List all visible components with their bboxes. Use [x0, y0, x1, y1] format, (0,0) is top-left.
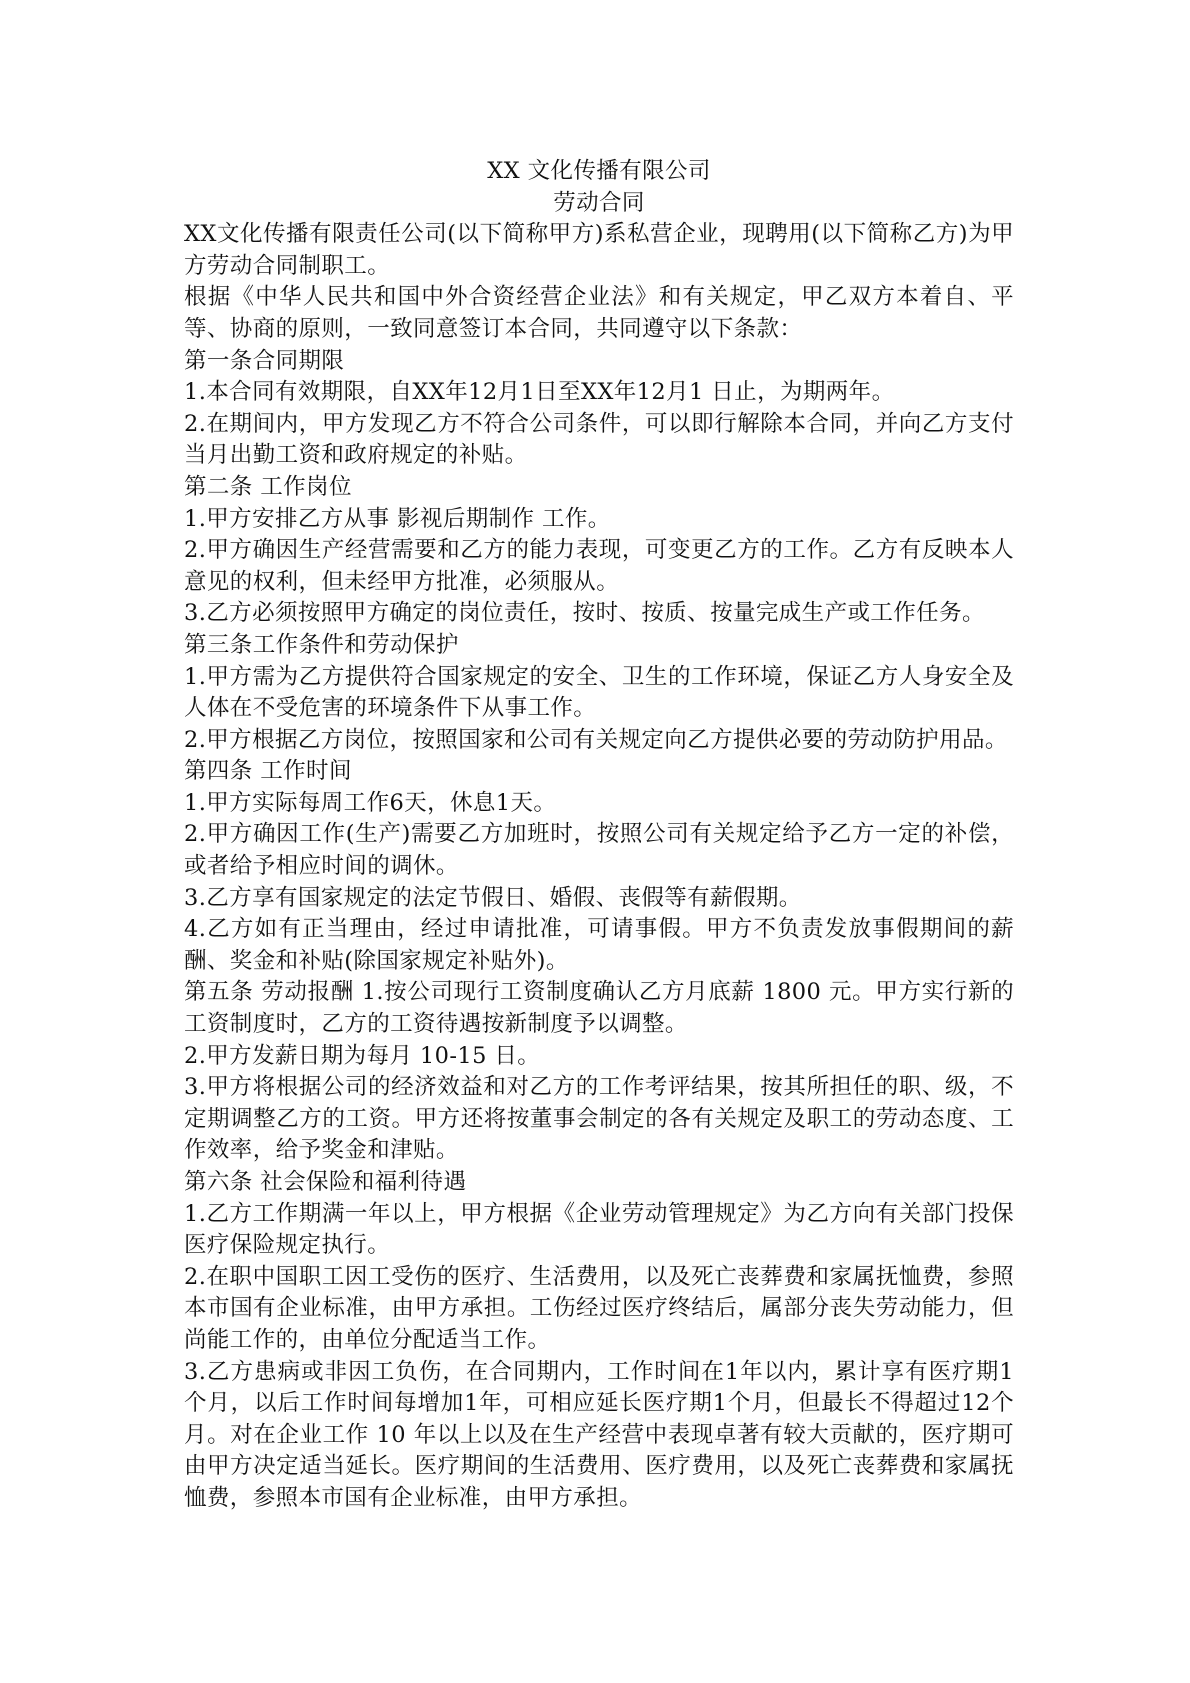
clause-paragraph: 1.甲方实际每周工作6天，休息1天。 — [184, 789, 557, 816]
document-title: 劳动合同 — [553, 189, 645, 216]
clause-paragraph: 3.甲方将根据公司的经济效益和对乙方的工作考评结果，按其所担任的职、级，不定期调整乙方的工资。甲方还将按董事会制定的各有关规定及职工的劳动态度、工作效率，给予奖金和津贴。 — [184, 1074, 1014, 1164]
clause-paragraph: 2.甲方确因工作(生产)需要乙方加班时，按照公司有关规定给予乙方一定的补偿，或者给予相应时间的调休。 — [184, 821, 1014, 880]
article-heading: 第三条工作条件和劳动保护 — [184, 631, 459, 658]
clause-paragraph: 3.乙方患病或非因工负伤，在合同期内，工作时间在1年以内，累计享有医疗期1个月，以后工作时间每增加1年，可相应延长医疗期1个月，但最长不得超过12个月。对在企业工作 10 年以上以及在生产经营中表现卓著有较大贡献的，医疗期可由甲方决定适当延长。医疗期间的生活费用、医疗费用，以及死亡丧葬费和家属抚恤费，参照本市国有企业标准，由甲方承担。 — [184, 1358, 1014, 1511]
article-heading: 第四条 工作时间 — [184, 758, 352, 785]
clause-paragraph: 1.甲方需为乙方提供符合国家规定的安全、卫生的工作环境，保证乙方人身安全及人体在不受危害的环境条件下从事工作。 — [184, 663, 1014, 722]
company-title: XX 文化传播有限公司 — [487, 158, 711, 184]
clause-paragraph: 1.甲方安排乙方从事 影视后期制作 工作。 — [184, 505, 611, 532]
basis-paragraph: 根据《中华人民共和国中外合资经营企业法》和有关规定，甲乙双方本着自、平等、协商的原则，一致同意签订本合同，共同遵守以下条款： — [184, 284, 1014, 342]
article-heading: 第二条 工作岗位 — [184, 473, 352, 500]
clause-paragraph: 2.在职中国职工因工受伤的医疗、生活费用，以及死亡丧葬费和家属抚恤费，参照本市国有企业标准，由甲方承担。工伤经过医疗终结后，属部分丧失劳动能力，但尚能工作的，由单位分配适当工作。 — [184, 1263, 1014, 1353]
article-heading-with-clause: 第五条 劳动报酬 1.按公司现行工资制度确认乙方月底薪 1800 元。甲方实行新的工资制度时，乙方的工资待遇按新制度予以调整。 — [184, 979, 1014, 1038]
clause-paragraph: 1.乙方工作期满一年以上，甲方根据《企业劳动管理规定》为乙方向有关部门投保医疗保险规定执行。 — [184, 1200, 1014, 1259]
clause-paragraph: 2.在期间内，甲方发现乙方不符合公司条件，可以即行解除本合同，并向乙方支付当月出勤工资和政府规定的补贴。 — [184, 410, 1014, 469]
clause-paragraph: 1.本合同有效期限，自XX年12月1日至XX年12月1 日止，为期两年。 — [184, 379, 895, 406]
article-heading: 第六条 社会保险和福利待遇 — [184, 1169, 467, 1195]
clause-paragraph: 3.乙方必须按照甲方确定的岗位责任，按时、按质、按量完成生产或工作任务。 — [184, 600, 985, 627]
clause-paragraph: 2.甲方确因生产经营需要和乙方的能力表现，可变更乙方的工作。乙方有反映本人意见的权利，但未经甲方批准，必须服从。 — [184, 537, 1014, 595]
intro-paragraph: XX文化传播有限责任公司(以下简称甲方)系私营企业，现聘用(以下简称乙方)为甲方劳动合同制职工。 — [184, 221, 1014, 279]
clause-paragraph: 2.甲方发薪日期为每月 10-15 日。 — [184, 1042, 541, 1069]
clause-paragraph: 2.甲方根据乙方岗位，按照国家和公司有关规定向乙方提供必要的劳动防护用品。 — [184, 726, 1008, 753]
clause-paragraph: 3.乙方享有国家规定的法定节假日、婚假、丧假等有薪假期。 — [184, 884, 802, 911]
article-heading: 第一条合同期限 — [184, 347, 345, 374]
clause-paragraph: 4.乙方如有正当理由，经过申请批准，可请事假。甲方不负责发放事假期间的薪酬、奖金和补贴(除国家规定补贴外)。 — [184, 916, 1014, 974]
document-body — [184, 156, 1014, 1515]
